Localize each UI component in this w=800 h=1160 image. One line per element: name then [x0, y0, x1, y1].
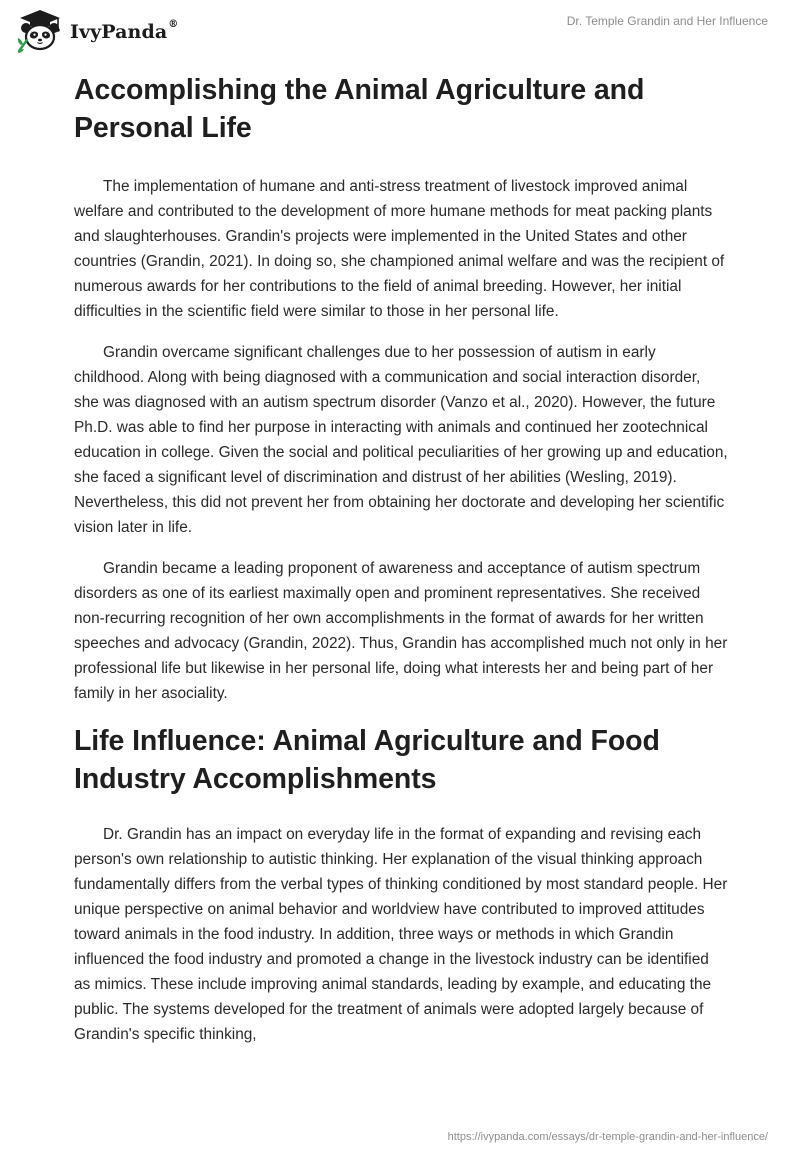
section-paragraphs: [74, 174, 728, 706]
document-running-title: Dr. Temple Grandin and Her Influence: [566, 14, 768, 28]
source-url-link[interactable]: https://ivypanda.com/essays/dr-temple-grandin-and-her-influence/: [447, 1131, 768, 1143]
paragraph: Grandin overcame significant challenges due to her possession of autism in early childhood. Along with being diagnosed with a communication and social interaction disorder, she was diagnosed with an autism spectrum disorder (Vanzo et al., 2020). However, the future Ph.D. was able to find her purpose in interacting with animals and continued her zootechnical education in college. Given the social and political peculiarities of her growing up and education, she faced a significant level of discrimination and distrust of her abilities (Wesling, 2019). Nevertheless, this did not prevent her from obtaining her doctorate and developing her scientific vision later in life.: [74, 344, 728, 536]
paragraph: The implementation of humane and anti-stress treatment of livestock improved animal welfare and contributed to the development of more humane methods for meat packing plants and slaughterhouses. Grandin's projects were implemented in the United States and other countries (Grandin, 2021). In doing so, she championed animal welfare and was the recipient of numerous awards for her contributions to the field of animal breeding. However, her initial difficulties in the scientific field were similar to those in her personal life.: [74, 178, 725, 320]
brand-name: IvyPanda®: [70, 19, 179, 43]
section-heading: Accomplishing the Animal Agriculture and Personal Life: [74, 74, 645, 144]
section-paragraphs: [74, 822, 728, 1047]
section-heading: Life Influence: Animal Agriculture and Food Industry Accomplishments: [74, 725, 660, 795]
panda-logo-icon: [16, 9, 64, 53]
essay-body: [74, 70, 728, 1063]
essay-section-2: [74, 722, 728, 1047]
page-header: [0, 0, 800, 60]
paragraph: Dr. Grandin has an impact on everyday life in the format of expanding and revising each person's own relationship to autistic thinking. Her explanation of the visual thinking approach fundamentally differs from the verbal types of thinking conditioned by most standard people. Her unique perspective on animal behavior and worldview have contributed to improved attitudes toward animals in the food industry. In addition, three ways or methods in which Grandin influenced the food industry and promoted a change in the livestock industry can be identified as mimics. These include improving animal standards, leading by example, and educating the public. The systems developed for the treatment of animals were adopted largely because of Grandin's specific thinking,: [74, 826, 728, 1043]
essay-section-1: [74, 71, 728, 706]
brand-logo[interactable]: [16, 9, 178, 53]
registered-mark: ®: [168, 19, 179, 30]
paragraph: Grandin became a leading proponent of awareness and acceptance of autism spectrum disorders as one of its earliest maximally open and prominent representatives. She received non-recurring recognition of her own accomplishments in the format of awards for her written speeches and advocacy (Grandin, 2022). Thus, Grandin has accomplished much not only in her professional life but likewise in her personal life, doing what interests her and being part of her family in her asociality.: [74, 560, 728, 702]
